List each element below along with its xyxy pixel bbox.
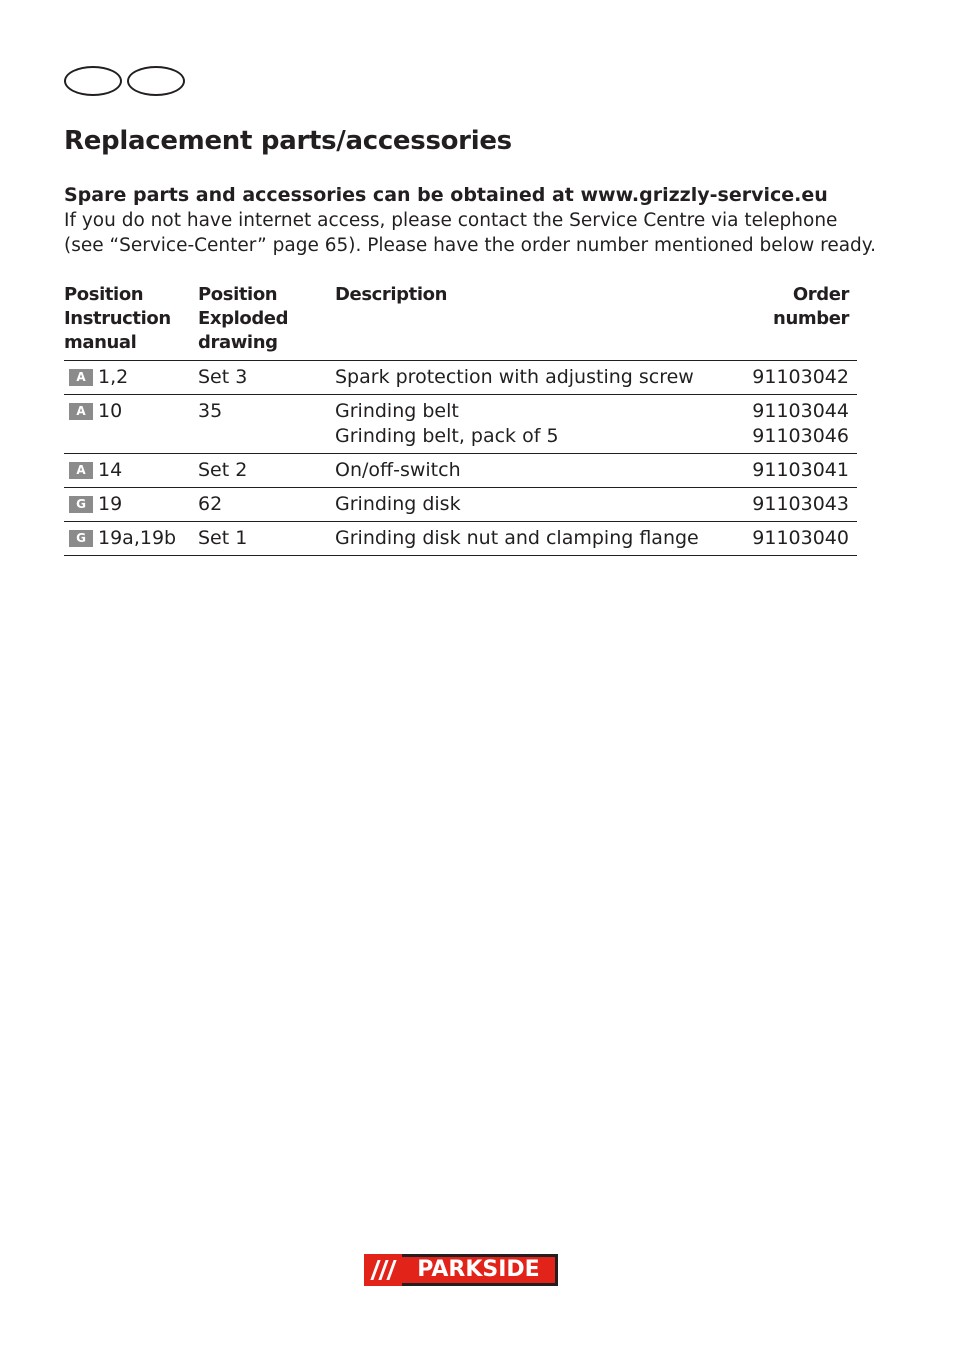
cell-position-drawing: 35	[198, 395, 335, 454]
logo-stripes-icon	[364, 1254, 402, 1286]
figure-badge: G	[69, 496, 93, 513]
cell-position-drawing: 62	[198, 488, 335, 522]
cell-order-number: 91103041	[740, 454, 857, 488]
intro-text	[64, 183, 876, 258]
cell-position-manual: G 19a,19b	[64, 522, 198, 556]
brand-name: PARKSIDE	[402, 1257, 555, 1283]
table-row	[64, 488, 857, 522]
intro-line: (see “Service-Center” page 65). Please have the order number mentioned below ready.	[64, 235, 876, 256]
cell-position-manual: A 10	[64, 395, 198, 454]
table-row	[64, 361, 857, 395]
figure-badge: A	[69, 403, 93, 420]
header-description: Description	[335, 284, 448, 305]
cell-order-number: 91103044 91103046	[740, 395, 857, 454]
header-order-number: Order number	[773, 284, 849, 329]
figure-badge: G	[69, 530, 93, 547]
cell-description: Grinding disk	[335, 488, 740, 522]
language-oval	[64, 66, 122, 96]
cell-position-manual: A 1,2	[64, 361, 198, 395]
cell-description: Grinding disk nut and clamping flange	[335, 522, 740, 556]
intro-line: If you do not have internet access, please contact the Service Centre via telephone	[64, 210, 838, 231]
cell-description: Spark protection with adjusting screw	[335, 361, 740, 395]
table-row	[64, 454, 857, 488]
table-row	[64, 522, 857, 556]
figure-badge: A	[69, 462, 93, 479]
cell-description: On/off-switch	[335, 454, 740, 488]
cell-position-drawing: Set 2	[198, 454, 335, 488]
parkside-logo	[364, 1254, 558, 1286]
cell-order-number: 91103040	[740, 522, 857, 556]
table-row	[64, 395, 857, 454]
figure-badge: A	[69, 369, 93, 386]
table-header-row	[64, 283, 857, 361]
header-position-drawing: Position Exploded drawing	[198, 284, 289, 353]
cell-description: Grinding belt Grinding belt, pack of 5	[335, 395, 740, 454]
cell-position-manual: G 19	[64, 488, 198, 522]
page-title: Replacement parts/accessories	[64, 126, 512, 156]
language-oval	[127, 66, 185, 96]
cell-position-drawing: Set 1	[198, 522, 335, 556]
parts-table	[64, 283, 857, 556]
cell-order-number: 91103042	[740, 361, 857, 395]
cell-position-drawing: Set 3	[198, 361, 335, 395]
cell-position-manual: A 14	[64, 454, 198, 488]
cell-order-number: 91103043	[740, 488, 857, 522]
intro-lead: Spare parts and accessories can be obtained at www.grizzly-service.eu	[64, 184, 828, 206]
header-position-manual: Position Instruction manual	[64, 284, 171, 353]
